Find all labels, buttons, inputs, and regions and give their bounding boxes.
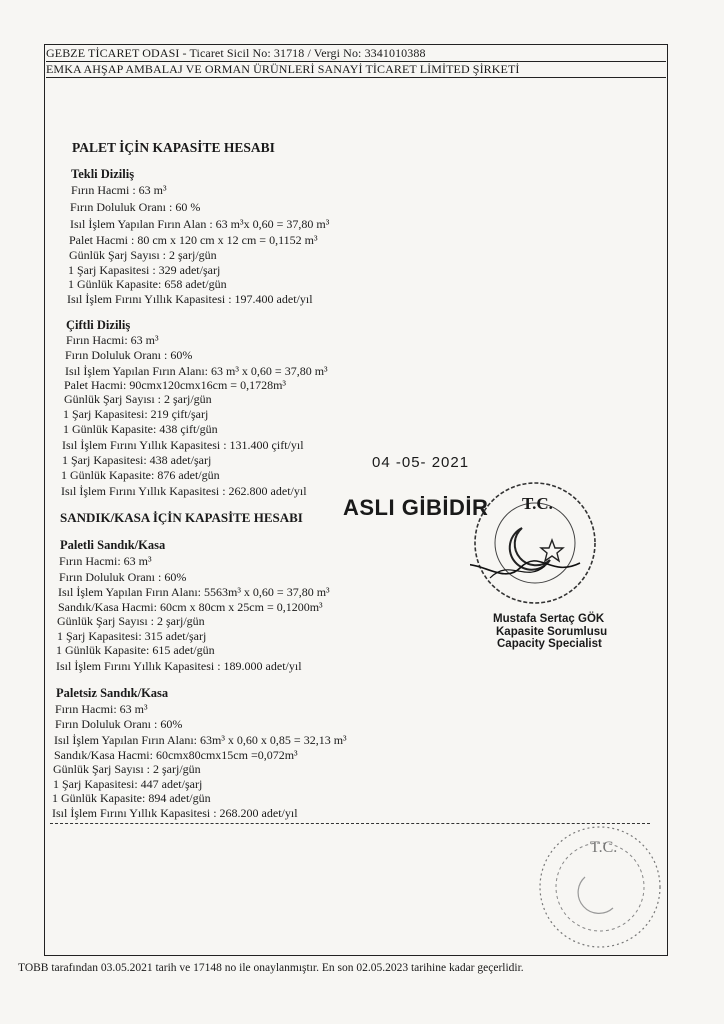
sandik-section-title: SANDIK/KASA İÇİN KAPASİTE HESABI xyxy=(60,510,303,525)
paletli-line: 1 Günlük Kapasite: 615 adet/gün xyxy=(56,643,215,657)
ciftli-line: Günlük Şarj Sayısı : 2 şarj/gün xyxy=(64,392,212,406)
paletsiz-line: Fırın Hacmi: 63 m³ xyxy=(55,702,148,716)
paletsiz-line: Günlük Şarj Sayısı : 2 şarj/gün xyxy=(53,762,201,776)
ciftli-line: Isıl İşlem Yapılan Fırın Alanı: 63 m³ x 0,60 = 37,80 m³ xyxy=(65,364,328,378)
ciftli-line: Isıl İşlem Fırını Yıllık Kapasitesi : 131.400 çift/yıl xyxy=(62,438,304,452)
seal-text: T.C. xyxy=(522,494,553,513)
paletli-heading: Paletli Sandık/Kasa xyxy=(60,538,166,552)
paletli-line: Sandık/Kasa Hacmi: 60cm x 80cm x 25cm = 0,1200m³ xyxy=(58,600,323,614)
tekli-heading: Tekli Diziliş xyxy=(71,167,135,181)
paletli-line: Isıl İşlem Fırını Yıllık Kapasitesi : 189.000 adet/yıl xyxy=(56,659,302,673)
stamp-date: 04 -05- 2021 xyxy=(372,454,470,471)
ciftli-line: 1 Şarj Kapasitesi: 438 adet/şarj xyxy=(62,453,212,467)
signatory-role-en: Capacity Specialist xyxy=(497,638,602,650)
tekli-line: Isıl İşlem Yapılan Fırın Alan : 63 m³x 0,60 = 37,80 m³ xyxy=(70,217,330,231)
paletli-line: Isıl İşlem Yapılan Fırın Alanı: 5563m³ x 0,60 = 37,80 m³ xyxy=(58,585,330,599)
ciftli-line: Palet Hacmi: 90cmx120cmx16cm = 0,1728m³ xyxy=(64,378,286,392)
ciftli-line: Fırın Doluluk Oranı : 60% xyxy=(65,348,193,362)
paletli-line: Fırın Hacmi: 63 m³ xyxy=(59,554,152,568)
tekli-line: Isıl İşlem Fırını Yıllık Kapasitesi : 197.400 adet/yıl xyxy=(67,292,313,306)
ciftli-line: Fırın Hacmi: 63 m³ xyxy=(66,333,159,347)
signatory-name: Mustafa Sertaç GÖK xyxy=(493,613,605,625)
certified-copy-stamp: ASLI GİBİDİR xyxy=(343,495,489,520)
tekli-line: 1 Günlük Kapasite: 658 adet/gün xyxy=(68,277,227,291)
ciftli-heading: Çiftli Diziliş xyxy=(66,318,131,332)
svg-text:T.C.: T.C. xyxy=(590,839,618,856)
paletli-line: Fırın Doluluk Oranı : 60% xyxy=(59,570,187,584)
chamber-header: GEBZE TİCARET ODASI - Ticaret Sicil No: 31718 / Vergi No: 3341010388 xyxy=(46,46,426,60)
tekli-line: Günlük Şarj Sayısı : 2 şarj/gün xyxy=(69,248,217,262)
company-header: EMKA AHŞAP AMBALAJ VE ORMAN ÜRÜNLERİ SANAYİ TİCARET LİMİTED ŞİRKETİ xyxy=(46,62,520,76)
paletsiz-line: Sandık/Kasa Hacmi: 60cmx80cmx15cm =0,072m³ xyxy=(54,748,298,762)
tekli-line: Palet Hacmi : 80 cm x 120 cm x 12 cm = 0,1152 m³ xyxy=(69,233,318,247)
header-rule xyxy=(46,77,666,78)
footer-note: TOBB tarafından 03.05.2021 tarih ve 17148 no ile onaylanmıştır. En son 02.05.2023 tarihine kadar geçerlidir. xyxy=(18,962,524,974)
faint-seal-icon xyxy=(535,822,665,952)
tekli-line: 1 Şarj Kapasitesi : 329 adet/şarj xyxy=(68,263,221,277)
paletsiz-line: Isıl İşlem Yapılan Fırın Alanı: 63m³ x 0,60 x 0,85 = 32,13 m³ xyxy=(54,733,347,747)
paletli-line: 1 Şarj Kapasitesi: 315 adet/şarj xyxy=(57,629,207,643)
paletli-line: Günlük Şarj Sayısı : 2 şarj/gün xyxy=(57,614,205,628)
signatory-role-tr: Kapasite Sorumlusu xyxy=(496,626,608,638)
palet-section-title: PALET İÇİN KAPASİTE HESABI xyxy=(72,140,275,155)
paletsiz-line: Fırın Doluluk Oranı : 60% xyxy=(55,717,183,731)
ciftli-line: 1 Şarj Kapasitesi: 219 çift/şarj xyxy=(63,407,209,421)
paletsiz-line: 1 Şarj Kapasitesi: 447 adet/şarj xyxy=(53,777,203,791)
tekli-line: Fırın Hacmi : 63 m³ xyxy=(71,183,167,197)
paletsiz-heading: Paletsiz Sandık/Kasa xyxy=(56,686,169,700)
paletsiz-line: Isıl İşlem Fırını Yıllık Kapasitesi : 268.200 adet/yıl xyxy=(52,806,298,820)
ciftli-line: 1 Günlük Kapasite: 876 adet/gün xyxy=(61,468,220,482)
ciftli-line: 1 Günlük Kapasite: 438 çift/gün xyxy=(63,422,218,436)
ciftli-line: Isıl İşlem Fırını Yıllık Kapasitesi : 262.800 adet/yıl xyxy=(61,484,307,498)
tekli-line: Fırın Doluluk Oranı : 60 % xyxy=(70,200,201,214)
paletsiz-line: 1 Günlük Kapasite: 894 adet/gün xyxy=(52,791,211,805)
